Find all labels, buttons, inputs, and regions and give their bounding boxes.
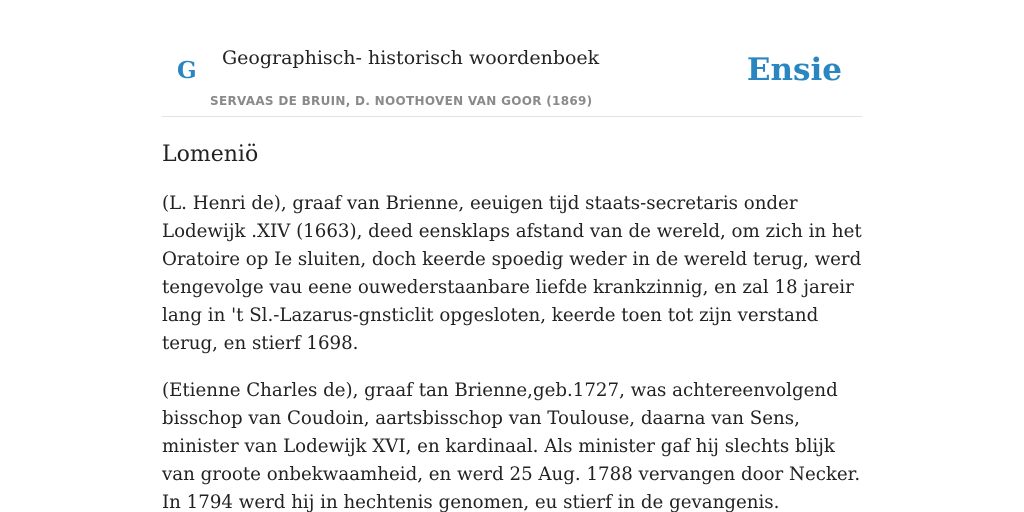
book-header <box>162 0 862 117</box>
entry-paragraph: (L. Henri de), graaf van Brienne, eeuigen tijd staats-secretaris onder Lodewijk .XIV (1663), deed eensklaps afstand van de wereld, om zich in het Oratoire op Ie sluiten, doch keerde spoedig weder in de wereld terug, werd tengevolge vau eene ouwederstaanbare liefde krankzinnig, en zal 18 jareir lang in 't Sl.-Lazarus-gnsticlit opgesloten, keerde toen tot zijn verstand terug, en stierf 1698. <box>162 193 862 354</box>
book-title-link[interactable]: Geographisch- historisch woordenboek <box>222 47 600 69</box>
entry-paragraph: (Etienne Charles de), graaf tan Brienne,geb.1727, was achtereenvolgend bisschop van Coudoin, aartsbisschop van Toulouse, daarna van Sens, minister van Lodewijk XVI, en kardinaal. Als minister gaf hij slechts blijk van groote onbekwaamheid, en werd 25 Aug. 1788 vervangen door Necker. In 1794 werd hij in hechtenis genomen, eu stierf in de gevangenis. <box>162 380 861 512</box>
entry-title: Lomeniö <box>162 142 259 167</box>
ensie-logo-link[interactable]: Ensie <box>746 52 842 88</box>
book-author: SERVAAS DE BRUIN, D. NOOTHOVEN VAN GOOR (1869) <box>210 94 593 108</box>
entry-content <box>162 138 862 512</box>
book-letter-icon[interactable]: G <box>177 57 197 84</box>
